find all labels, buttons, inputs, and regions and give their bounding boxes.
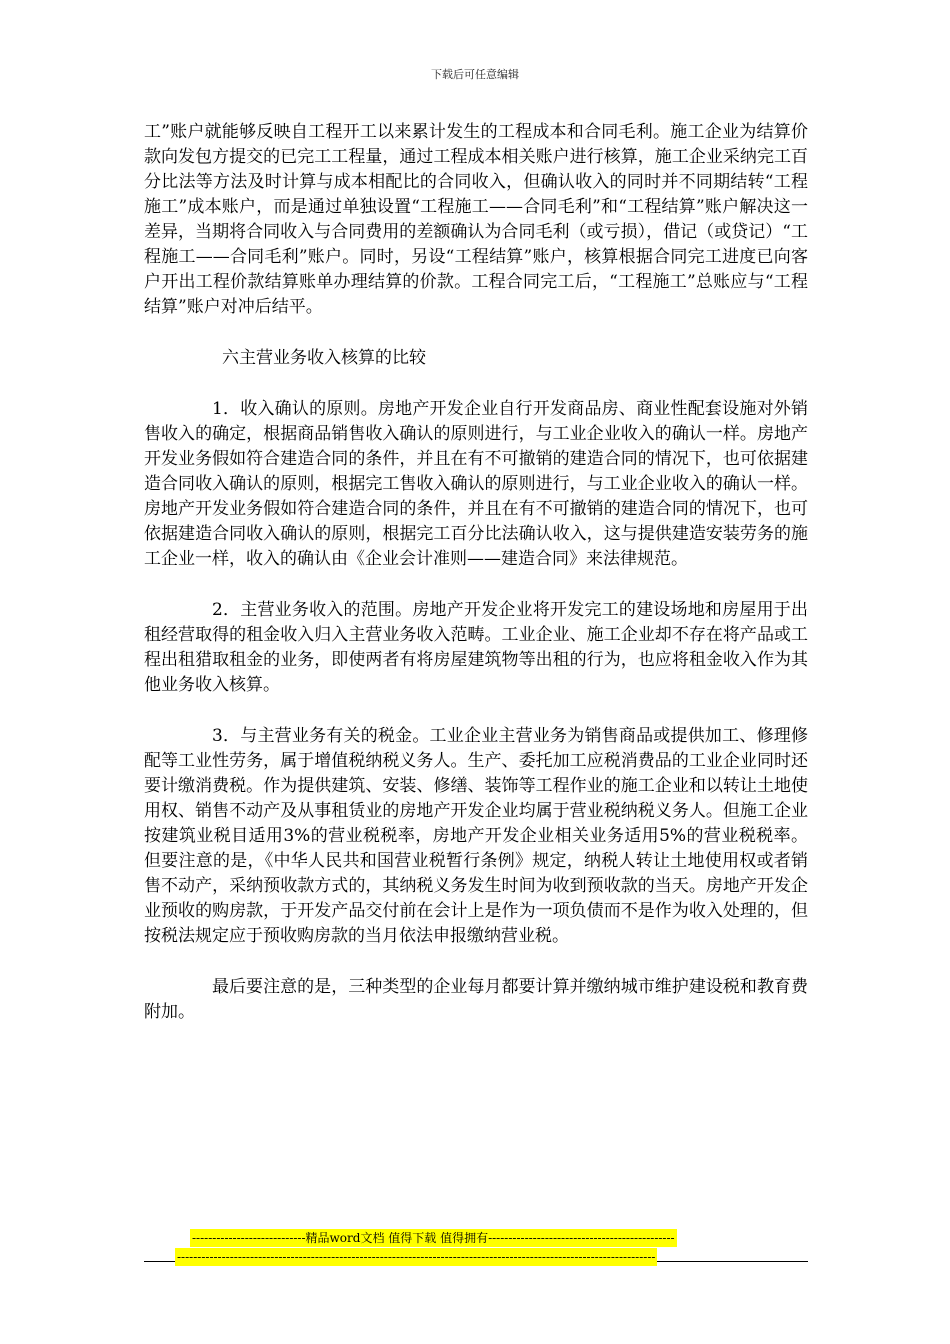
footer-banner-line1: ----------------------------精品word文档 值得下载 值得拥有----------------------------------------------	[192, 1231, 675, 1245]
paragraph-revenue-scope: 2．主营业务收入的范围。房地产开发企业将开发完工的建设场地和房屋用于出租经营取得的租金收入归入主营业务收入范畴。工业企业、施工企业却不存在将产品或工程出租猎取租金的业务，即使两者有将房屋建筑物等出租的行为，也应将租金收入作为其他业务收入核算。	[144, 600, 808, 695]
paragraph-closing-note: 最后要注意的是，三种类型的企业每月都要计算并缴纳城市维护建设税和教育费附加。	[144, 977, 808, 1022]
section-heading: 六主营业务收入核算的比较	[222, 348, 426, 368]
paragraph-revenue-recognition: 1．收入确认的原则。房地产开发企业自行开发商品房、商业性配套设施对外销售收入的确定，根据商品销售收入确认的原则进行，与工业企业收入的确认一样。房地产开发业务假如符合建造合同的条件，并且在有不可撤销的建造合同的情况下，也可依据建造合同收入确认的原则，根据完工售收入确认的原则进行，与工业企业收入的确认一样。房地产开发业务假如符合建造合同的条件，并且在有不可撤销的建造合同的情况下，也可依据建造合同收入确认的原则，根据完工百分比法确认收入，这与提供建造安装劳务的施工企业一样，收入的确认由《企业会计准则——建造合同》来法律规范。	[144, 399, 808, 569]
page-header: 下载后可任意编辑	[431, 68, 519, 81]
footer-banner-line2: ----------------------------------------------------------------------------------------------------------------------	[177, 1250, 656, 1264]
document-body	[144, 120, 808, 1025]
paragraph-taxes: 3．与主营业务有关的税金。工业企业主营业务为销售商品或提供加工、修理修配等工业性劳务，属于增值税纳税义务人。生产、委托加工应税消费品的工业企业同时还要计缴消费税。作为提供建筑、安装、修缮、装饰等工程作业的施工企业和以转让土地使用权、销售不动产及从事租赁业的房地产开发企业均属于营业税纳税义务人。但施工企业按建筑业税目适用3%的营业税税率，房地产开发企业相关业务适用5%的营业税税率。但要注意的是，《中华人民共和国营业税暂行条例》规定，纳税人转让土地使用权或者销售不动产，采纳预收款方式的，其纳税义务发生时间为收到预收款的当天。房地产开发企业预收的购房款，于开发产品交付前在会计上是作为一项负债而不是作为收入处理的，但按税法规定应于预收购房款的当月依法申报缴纳营业税。	[144, 726, 808, 946]
paragraph-continued: 工”账户就能够反映自工程开工以来累计发生的工程成本和合同毛利。施工企业为结算价款向发包方提交的已完工工程量，通过工程成本相关账户进行核算，施工企业采纳完工百分比法等方法及时计算与成本相配比的合同收入，但确认收入的同时并不同期结转“工程施工”成本账户，而是通过单独设置“工程施工——合同毛利”和“工程结算”账户解决这一差异，当期将合同收入与合同费用的差额确认为合同毛利（或亏损），借记（或贷记）“工程施工——合同毛利”账户。同时，另设“工程结算”账户，核算根据合同完工进度已向客户开出工程价款结算账单办理结算的价款。工程合同完工后，“工程施工”总账应与“工程结算”账户对冲后结平。	[144, 122, 808, 317]
